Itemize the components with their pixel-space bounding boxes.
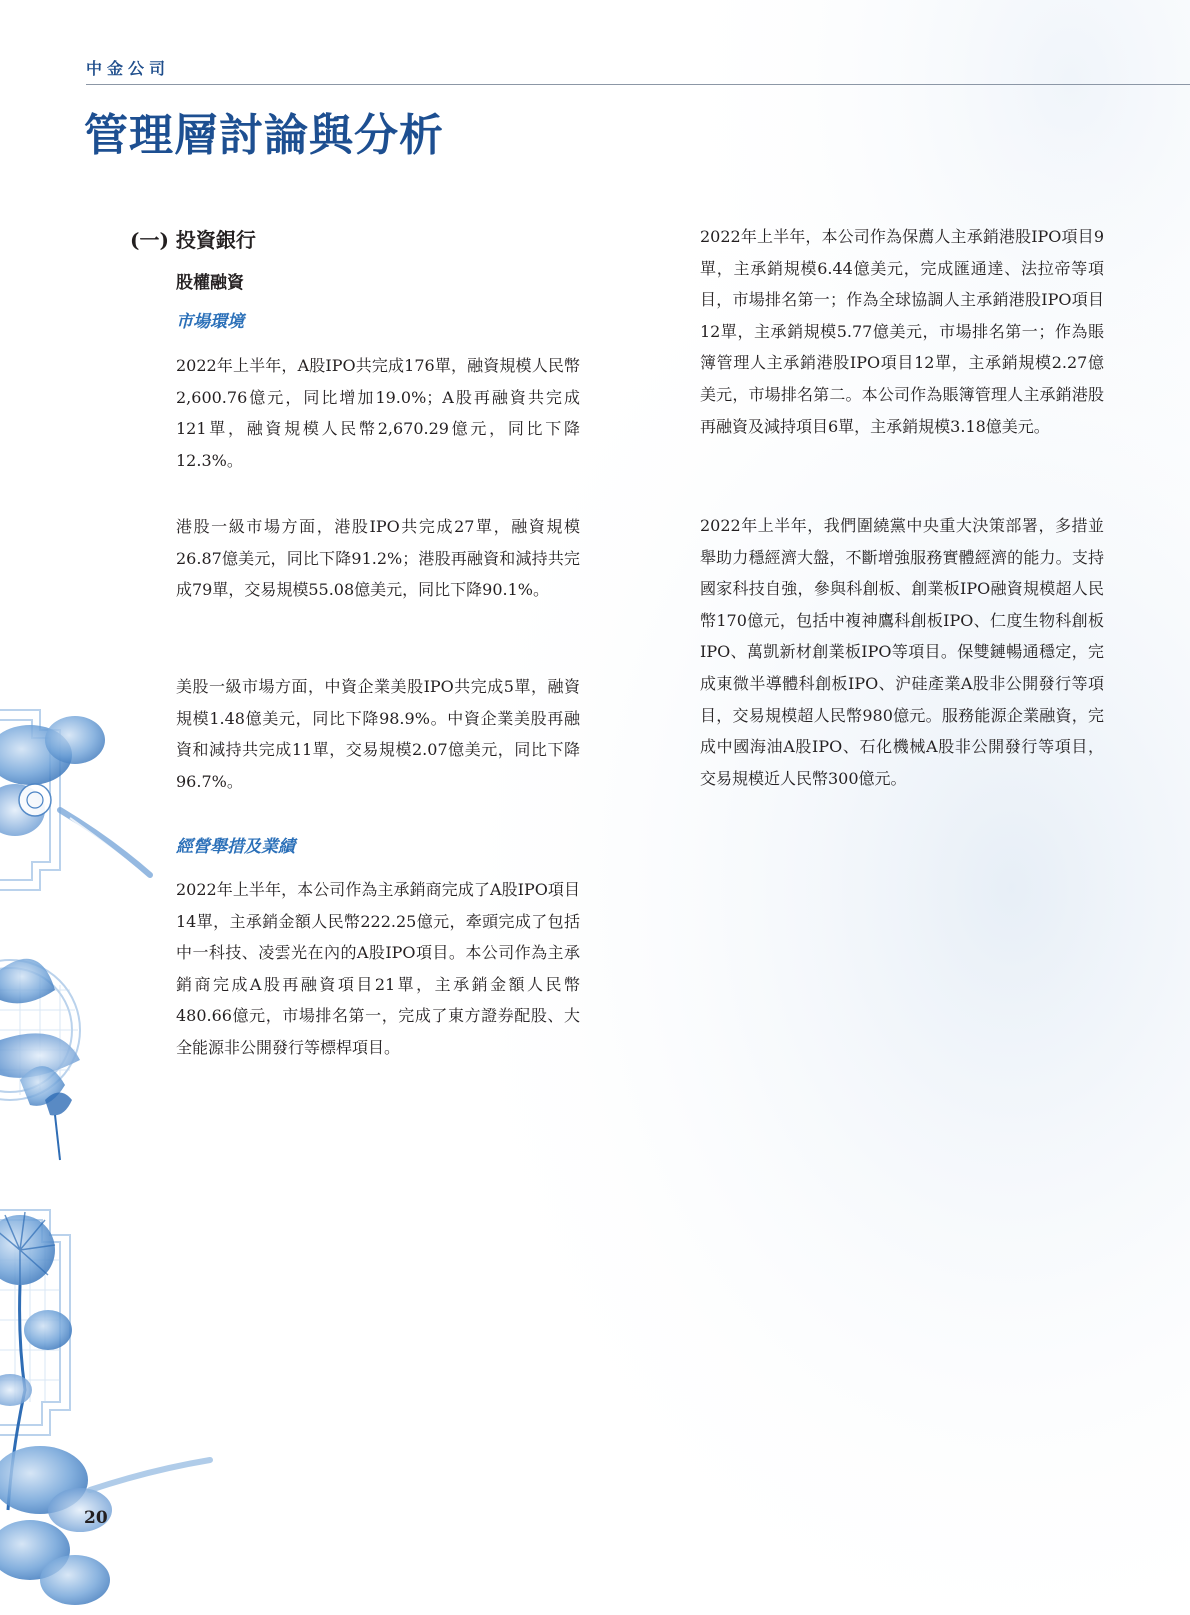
section-heading: (一) 投資銀行 [130,228,256,252]
heading-operations-results: 經營舉措及業績 [176,837,295,857]
paragraph-hk-market: 港股一級市場方面，港股IPO共完成27單，融資規模26.87億美元，同比下降91.2%；港股再融資和減持共完成79單，交易規模55.08億美元，同比下降90.1%。 [176,517,580,600]
company-name: 中金公司 [86,59,171,78]
header-divider [86,84,1190,85]
paragraph-a-share-market: 2022年上半年，A股IPO共完成176單，融資規模人民幣2,600.76億元，同比增加19.0%；A股再融資共完成121單，融資規模人民幣2,670.29億元，同比下降12.3%。 [176,356,580,470]
paragraph-hk-underwriting: 2022年上半年，本公司作為保薦人主承銷港股IPO項目9單，主承銷規模6.44億美元，完成匯通達、法拉帝等項目，市場排名第一；作為全球協調人主承銷港股IPO項目12單，主承銷規模5.77億美元，市場排名第一；作為賬簿管理人主承銷港股IPO項目12單，主承銷規模2.27億美元，市場排名第二。本公司作為賬簿管理人主承銷港股再融資及減持項目6單，主承銷規模3.18億美元。 [700,227,1104,436]
page-number: 20 [84,1508,108,1528]
page-title: 管理層討論與分析 [84,110,444,161]
heading-market-environment: 市場環境 [176,312,244,332]
sub-heading-equity-financing: 股權融資 [176,273,244,293]
paragraph-a-share-underwriting: 2022年上半年，本公司作為主承銷商完成了A股IPO項目14單，主承銷金額人民幣222.25億元，牽頭完成了包括中一科技、凌雲光在內的A股IPO項目。本公司作為主承銷商完成A股再融資項目21單，主承銷金額人民幣480.66億元，市場排名第一，完成了東方證券配股、大全能源非公開發行等標桿項目。 [176,880,580,1057]
floral-decoration [0,690,240,1615]
paragraph-us-market: 美股一級市場方面，中資企業美股IPO共完成5單，融資規模1.48億美元，同比下降98.9%。中資企業美股再融資和減持共完成11單，交易規模2.07億美元，同比下降96.7%。 [176,677,580,791]
paragraph-serving-economy: 2022年上半年，我們圍繞黨中央重大決策部署，多措並舉助力穩經濟大盤，不斷增強服務實體經濟的能力。支持國家科技自強，參與科創板、創業板IPO融資規模超人民幣170億元，包括中複神鷹科創板IPO、仁度生物科創板IPO、萬凱新材創業板IPO等項目。保雙鏈暢通穩定，完成東微半導體科創板IPO、沪硅產業A股非公開發行等項目，交易規模超人民幣980億元。服務能源企業融資，完成中國海油A股IPO、石化機械A股非公開發行等項目，交易規模近人民幣300億元。 [700,516,1104,788]
